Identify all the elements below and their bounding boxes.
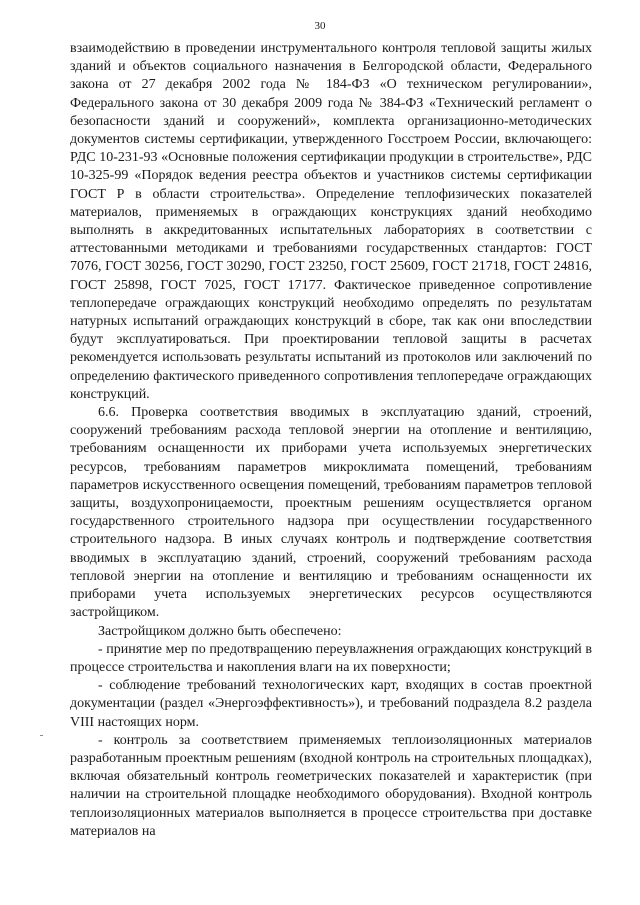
page-number: 30 (314, 20, 326, 32)
margin-mark (40, 735, 43, 736)
document-body (70, 40, 592, 841)
list-item-material-control: - контроль за соответствием применяемых теплоизоляционных материалов разработанным проектным решениям (входной контроль на строительных площадках), включая обязательный контроль геометрических показателей и характеристик (при наличии на строительной площадке необходимого оборудования). Входной контроль теплоизоляционных материалов выполняется в процессе строительства при доставке материалов на (70, 732, 592, 839)
paragraph-continuation: взаимодействию в проведении инструментального контроля тепловой защиты жилых зданий и объектов социального назначения в Белгородской области, Федерального закона от 27 декабря 2002 года № 184-ФЗ «О техническом регулировании», Федерального закона от 30 декабря 2009 года № 384-ФЗ «Технический регламент о безопасности зданий и сооружений», комплекта организационно-методических документов системы сертификации, утвержденного Госстроем России, включающего: РДС 10-231-93 «Основные положения сертификации продукции в строительстве», РДС 10-325-99 «Порядок ведения реестра объектов и участников системы сертификации ГОСТ Р в области строительства». Определение теплофизических показателей материалов, применяемых в ограждающих конструкциях зданий необходимо выполнять в аккредитованных испытательных лабораториях в соответствии с аттестованными методиками и требованиями государственных стандартов: ГОСТ 7076, ГОСТ 30256, ГОСТ 30290, ГОСТ 23250, ГОСТ 25609, ГОСТ 21718, ГОСТ 24816, ГОСТ 25898, ГОСТ 7025, ГОСТ 17177. Фактическое приведенное сопротивление теплопередаче ограждающих конструкций необходимо определять по результатам натурных испытаний ограждающих конструкций в сборе, так как они впоследствии будут эксплуатироваться. При проектировании тепловой защиты в расчетах рекомендуется использовать результаты испытаний из протоколов или заключений по определению фактического приведенного сопротивления теплопередаче ограждающих конструкций. (70, 41, 592, 402)
list-item-moisture-measures: - принятие мер по предотвращению переувлажнения ограждающих конструкций в процессе строительства и накопления влаги на их поверхности; (70, 641, 592, 675)
paragraph-section-6-6: 6.6. Проверка соответствия вводимых в эксплуатацию зданий, строений, сооружений требованиям расхода тепловой энергии на отопление и вентиляцию, требованиям оснащенности их приборами учета используемых энергетических ресурсов, требованиям параметров микроклимата помещений, требованиям параметров искусственного освещения помещений, требованиям параметров тепловой защиты, воздухопроницаемости, проектным решениям осуществляется органом государственного строительного надзора при осуществлении государственного строительного надзора. В иных случаях контроль и подтверждение соответствия вводимых в эксплуатацию зданий, строений, сооружений требованиям расхода тепловой энергии на отопление и вентиляцию и требованиям оснащенности их приборами учета используемых энергетических ресурсов осуществляются застройщиком. (70, 405, 592, 621)
paragraph-developer-obligations: Застройщиком должно быть обеспечено: (98, 623, 342, 639)
list-item-technological-maps: - соблюдение требований технологических карт, входящих в состав проектной документации (раздел «Энергоэффективность»), и требований подраздела 8.2 раздела VIII настоящих норм. (70, 678, 592, 730)
